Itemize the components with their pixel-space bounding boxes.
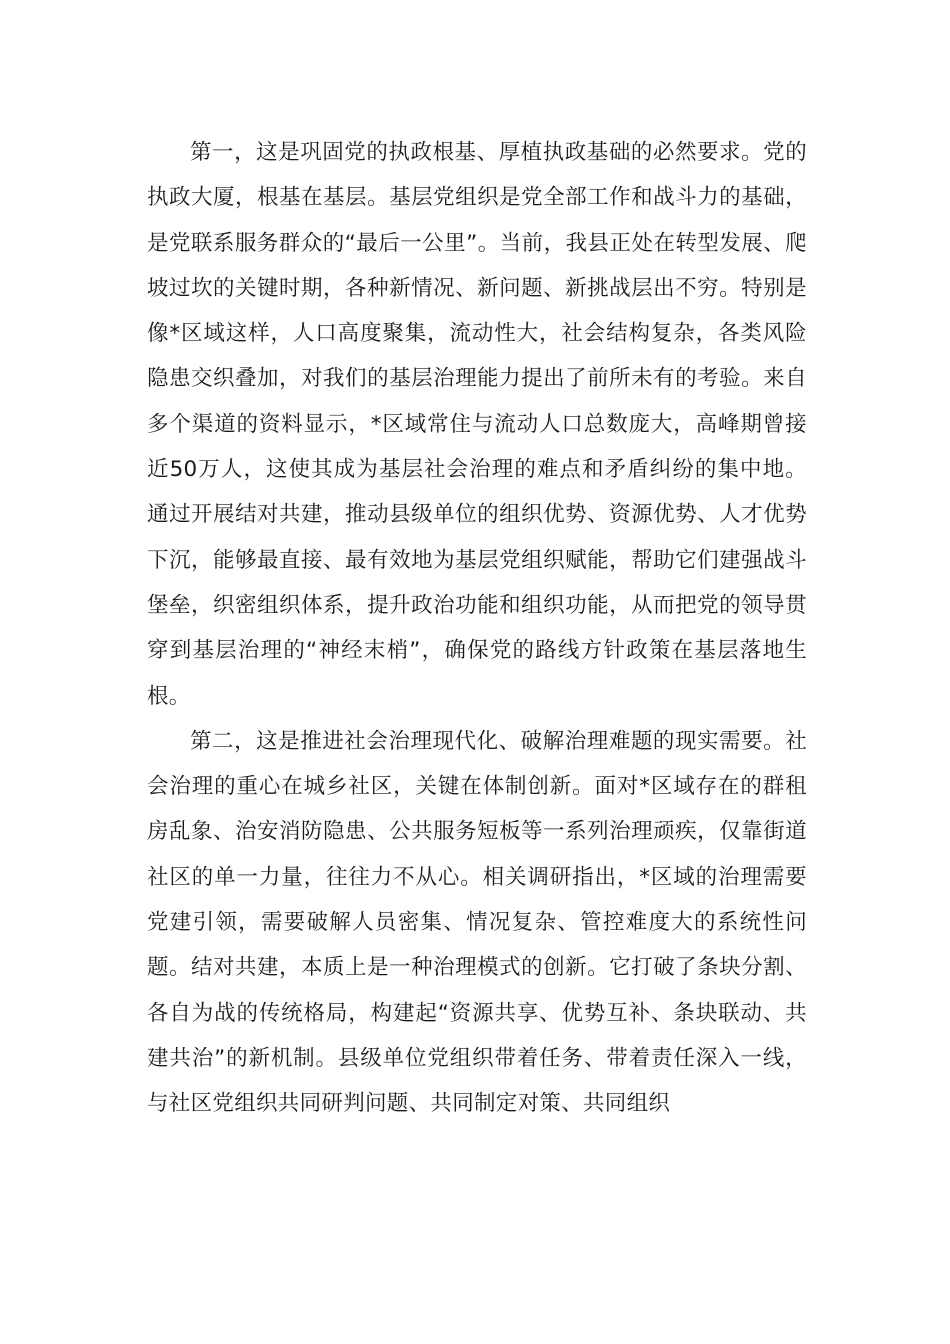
document-body xyxy=(147,130,807,1127)
paragraph-second: 第二，这是推进社会治理现代化、破解治理难题的现实需要。社会治理的重心在城乡社区，关键在体制创新。面对*区域存在的群租房乱象、治安消防隐患、公共服务短板等一系列治理顽疾，仅靠街道社区的单一力量，往往力不从心。相关调研指出，*区域的治理需要党建引领，需要破解人员密集、情况复杂、管控难度大的系统性问题。结对共建，本质上是一种治理模式的创新。它打破了条块分割、各自为战的传统格局，构建起“资源共享、优势互补、条块联动、共建共治”的新机制。县级单位党组织带着任务、带着责任深入一线，与社区党组织共同研判问题、共同制定对策、共同组织 xyxy=(147,728,807,1117)
paragraph-first: 第一，这是巩固党的执政根基、厚植执政基础的必然要求。党的执政大厦，根基在基层。基层党组织是党全部工作和战斗力的基础，是党联系服务群众的“最后一公里”。当前，我县正处在转型发展、爬坡过坎的关键时期，各种新情况、新问题、新挑战层出不穷。特别是像*区域这样，人口高度聚集，流动性大，社会结构复杂，各类风险隐患交织叠加，对我们的基层治理能力提出了前所未有的考验。来自多个渠道的资料显示，*区域常住与流动人口总数庞大，高峰期曾接近50万人，这使其成为基层社会治理的难点和矛盾纠纷的集中地。通过开展结对共建，推动县级单位的组织优势、资源优势、人才优势下沉，能够最直接、最有效地为基层党组织赋能，帮助它们建强战斗堡垒，织密组织体系，提升政治功能和组织功能，从而把党的领导贯穿到基层治理的“神经末梢”，确保党的路线方针政策在基层落地生根。 xyxy=(147,140,807,709)
